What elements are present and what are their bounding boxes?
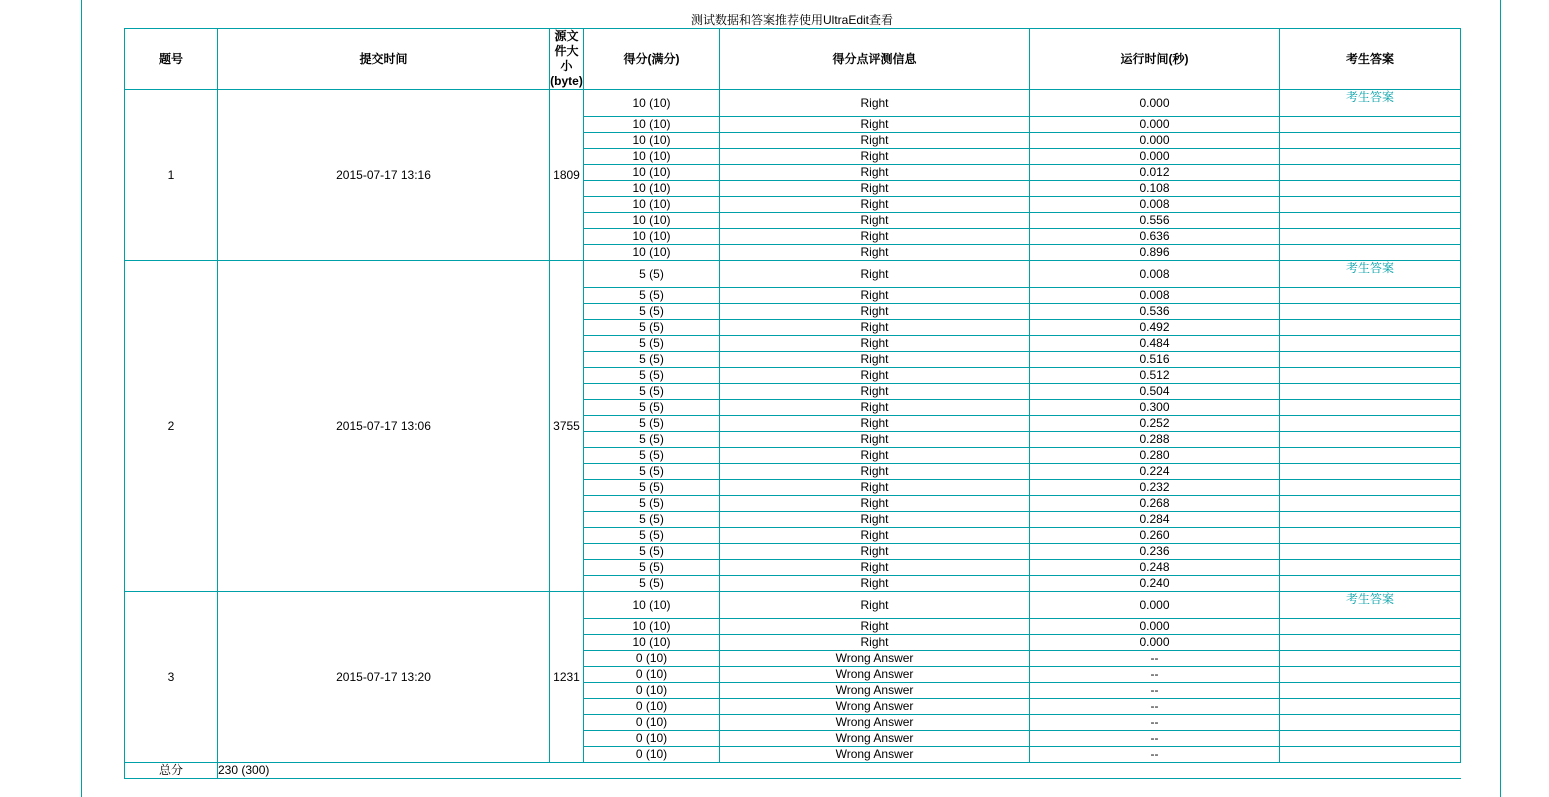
case-eval-info: Right (720, 384, 1030, 400)
case-score: 5 (5) (584, 416, 720, 432)
case-eval-info: Wrong Answer (720, 731, 1030, 747)
case-eval-info: Wrong Answer (720, 683, 1030, 699)
case-run-time: 0.288 (1030, 432, 1280, 448)
case-score: 5 (5) (584, 368, 720, 384)
total-row (125, 763, 1461, 779)
case-run-time: 0.484 (1030, 336, 1280, 352)
case-eval-info: Right (720, 544, 1030, 560)
case-eval-info: Right (720, 352, 1030, 368)
header-answer: 考生答案 (1280, 29, 1461, 90)
case-run-time: 0.224 (1030, 464, 1280, 480)
answer-cell (1280, 448, 1461, 464)
case-run-time: 0.896 (1030, 245, 1280, 261)
results-table (124, 28, 1461, 779)
submit-time: 2015-07-17 13:16 (218, 90, 550, 261)
answer-cell (1280, 576, 1461, 592)
case-run-time: -- (1030, 699, 1280, 715)
answer-cell (1280, 480, 1461, 496)
case-run-time: 0.000 (1030, 149, 1280, 165)
answer-cell (1280, 683, 1461, 699)
case-score: 5 (5) (584, 336, 720, 352)
case-score: 10 (10) (584, 619, 720, 635)
case-score: 10 (10) (584, 592, 720, 619)
answer-cell (1280, 229, 1461, 245)
case-eval-info: Right (720, 496, 1030, 512)
answer-cell (1280, 368, 1461, 384)
case-run-time: 0.000 (1030, 592, 1280, 619)
answer-cell (1280, 464, 1461, 480)
case-score: 5 (5) (584, 400, 720, 416)
answer-cell (1280, 747, 1461, 763)
test-case-row (125, 592, 1461, 619)
case-eval-info: Right (720, 528, 1030, 544)
notice-text: 测试数据和答案推荐使用UltraEdit查看 (690, 13, 893, 27)
case-eval-info: Wrong Answer (720, 651, 1030, 667)
case-run-time: -- (1030, 731, 1280, 747)
case-score: 5 (5) (584, 352, 720, 368)
case-eval-info: Right (720, 213, 1030, 229)
case-run-time: 0.252 (1030, 416, 1280, 432)
answer-cell (1280, 651, 1461, 667)
case-run-time: 0.108 (1030, 181, 1280, 197)
case-run-time: 0.512 (1030, 368, 1280, 384)
case-eval-info: Wrong Answer (720, 667, 1030, 683)
case-run-time: 0.536 (1030, 304, 1280, 320)
test-case-row (125, 90, 1461, 117)
case-eval-info: Right (720, 464, 1030, 480)
answer-cell (1280, 715, 1461, 731)
case-eval-info: Right (720, 448, 1030, 464)
case-score: 10 (10) (584, 635, 720, 651)
header-score: 得分(满分) (584, 29, 720, 90)
answer-cell (1280, 528, 1461, 544)
case-eval-info: Right (720, 400, 1030, 416)
header-eval-info: 得分点评测信息 (720, 29, 1030, 90)
case-eval-info: Wrong Answer (720, 699, 1030, 715)
header-row (125, 29, 1461, 90)
case-score: 5 (5) (584, 304, 720, 320)
answer-cell (1280, 149, 1461, 165)
case-eval-info: Right (720, 619, 1030, 635)
frame-right-border (1500, 0, 1501, 797)
case-eval-info: Right (720, 165, 1030, 181)
answer-cell (1280, 261, 1461, 288)
case-run-time: 0.300 (1030, 400, 1280, 416)
case-score: 10 (10) (584, 245, 720, 261)
answer-cell (1280, 245, 1461, 261)
case-score: 10 (10) (584, 229, 720, 245)
case-run-time: 0.248 (1030, 560, 1280, 576)
answer-cell (1280, 512, 1461, 528)
submit-time: 2015-07-17 13:06 (218, 261, 550, 592)
answer-cell (1280, 731, 1461, 747)
case-score: 10 (10) (584, 165, 720, 181)
case-eval-info: Right (720, 197, 1030, 213)
case-run-time: 0.284 (1030, 512, 1280, 528)
case-score: 10 (10) (584, 133, 720, 149)
answer-cell (1280, 432, 1461, 448)
case-score: 0 (10) (584, 651, 720, 667)
header-submit-time: 提交时间 (218, 29, 550, 90)
case-score: 5 (5) (584, 480, 720, 496)
file-size: 1809 (550, 90, 584, 261)
case-eval-info: Right (720, 416, 1030, 432)
case-score: 0 (10) (584, 715, 720, 731)
case-eval-info: Right (720, 288, 1030, 304)
answer-cell (1280, 400, 1461, 416)
case-run-time: -- (1030, 667, 1280, 683)
total-label: 总分 (125, 763, 218, 779)
case-score: 5 (5) (584, 432, 720, 448)
case-run-time: 0.236 (1030, 544, 1280, 560)
case-score: 10 (10) (584, 181, 720, 197)
answer-cell (1280, 560, 1461, 576)
submit-time: 2015-07-17 13:20 (218, 592, 550, 763)
case-run-time: 0.492 (1030, 320, 1280, 336)
answer-cell (1280, 90, 1461, 117)
total-value: 230 (300) (218, 763, 1461, 779)
case-score: 5 (5) (584, 576, 720, 592)
case-run-time: -- (1030, 683, 1280, 699)
answer-cell (1280, 336, 1461, 352)
case-run-time: 0.260 (1030, 528, 1280, 544)
problem-id: 1 (125, 90, 218, 261)
case-run-time: 0.504 (1030, 384, 1280, 400)
test-case-row (125, 261, 1461, 288)
case-eval-info: Right (720, 304, 1030, 320)
case-eval-info: Right (720, 133, 1030, 149)
answer-cell (1280, 699, 1461, 715)
case-eval-info: Wrong Answer (720, 715, 1030, 731)
case-score: 0 (10) (584, 699, 720, 715)
answer-cell (1280, 320, 1461, 336)
case-run-time: -- (1030, 747, 1280, 763)
case-eval-info: Right (720, 229, 1030, 245)
answer-cell (1280, 181, 1461, 197)
case-score: 5 (5) (584, 448, 720, 464)
case-eval-info: Right (720, 368, 1030, 384)
case-run-time: 0.232 (1030, 480, 1280, 496)
results-body (125, 90, 1461, 763)
case-score: 5 (5) (584, 496, 720, 512)
header-file-size: 源文件大小(byte) (550, 29, 583, 88)
answer-cell (1280, 619, 1461, 635)
frame-left-border (81, 0, 82, 797)
case-eval-info: Right (720, 261, 1030, 288)
case-score: 10 (10) (584, 213, 720, 229)
case-run-time: 0.008 (1030, 261, 1280, 288)
case-score: 5 (5) (584, 512, 720, 528)
answer-cell (1280, 544, 1461, 560)
case-run-time: 0.000 (1030, 90, 1280, 117)
answer-cell (1280, 213, 1461, 229)
case-score: 5 (5) (584, 384, 720, 400)
case-score: 5 (5) (584, 560, 720, 576)
case-score: 10 (10) (584, 149, 720, 165)
case-eval-info: Right (720, 432, 1030, 448)
case-eval-info: Right (720, 635, 1030, 651)
problem-id: 2 (125, 261, 218, 592)
case-run-time: -- (1030, 651, 1280, 667)
case-score: 5 (5) (584, 320, 720, 336)
case-run-time: 0.000 (1030, 133, 1280, 149)
case-run-time: 0.000 (1030, 635, 1280, 651)
case-eval-info: Right (720, 181, 1030, 197)
case-eval-info: Wrong Answer (720, 747, 1030, 763)
problem-id: 3 (125, 592, 218, 763)
case-score: 0 (10) (584, 747, 720, 763)
case-run-time: 0.000 (1030, 619, 1280, 635)
case-run-time: 0.636 (1030, 229, 1280, 245)
case-eval-info: Right (720, 576, 1030, 592)
case-run-time: 0.008 (1030, 288, 1280, 304)
student-answer-link[interactable]: 考生答案 (1345, 90, 1394, 104)
case-score: 10 (10) (584, 90, 720, 117)
case-eval-info: Right (720, 512, 1030, 528)
answer-cell (1280, 384, 1461, 400)
case-eval-info: Right (720, 592, 1030, 619)
student-answer-link[interactable]: 考生答案 (1345, 261, 1394, 275)
answer-cell (1280, 117, 1461, 133)
answer-cell (1280, 496, 1461, 512)
answer-cell (1280, 635, 1461, 651)
case-eval-info: Right (720, 320, 1030, 336)
case-score: 0 (10) (584, 683, 720, 699)
case-score: 0 (10) (584, 667, 720, 683)
case-run-time: 0.280 (1030, 448, 1280, 464)
case-eval-info: Right (720, 560, 1030, 576)
case-score: 5 (5) (584, 464, 720, 480)
case-run-time: 0.516 (1030, 352, 1280, 368)
answer-cell (1280, 197, 1461, 213)
case-score: 5 (5) (584, 544, 720, 560)
case-score: 5 (5) (584, 288, 720, 304)
case-run-time: 0.012 (1030, 165, 1280, 181)
answer-cell (1280, 352, 1461, 368)
case-eval-info: Right (720, 117, 1030, 133)
file-size: 1231 (550, 592, 584, 763)
header-run-time: 运行时间(秒) (1030, 29, 1280, 90)
case-score: 0 (10) (584, 731, 720, 747)
file-size: 3755 (550, 261, 584, 592)
answer-cell (1280, 165, 1461, 181)
case-eval-info: Right (720, 90, 1030, 117)
case-run-time: 0.000 (1030, 117, 1280, 133)
case-score: 10 (10) (584, 197, 720, 213)
case-run-time: 0.240 (1030, 576, 1280, 592)
header-id: 题号 (125, 29, 218, 90)
answer-cell (1280, 592, 1461, 619)
case-run-time: 0.268 (1030, 496, 1280, 512)
case-score: 5 (5) (584, 261, 720, 288)
case-eval-info: Right (720, 336, 1030, 352)
case-eval-info: Right (720, 245, 1030, 261)
case-eval-info: Right (720, 149, 1030, 165)
answer-cell (1280, 667, 1461, 683)
case-run-time: -- (1030, 715, 1280, 731)
answer-cell (1280, 288, 1461, 304)
case-eval-info: Right (720, 480, 1030, 496)
case-score: 10 (10) (584, 117, 720, 133)
case-run-time: 0.008 (1030, 197, 1280, 213)
answer-cell (1280, 133, 1461, 149)
answer-cell (1280, 304, 1461, 320)
student-answer-link[interactable]: 考生答案 (1345, 592, 1394, 606)
case-score: 5 (5) (584, 528, 720, 544)
answer-cell (1280, 416, 1461, 432)
case-run-time: 0.556 (1030, 213, 1280, 229)
